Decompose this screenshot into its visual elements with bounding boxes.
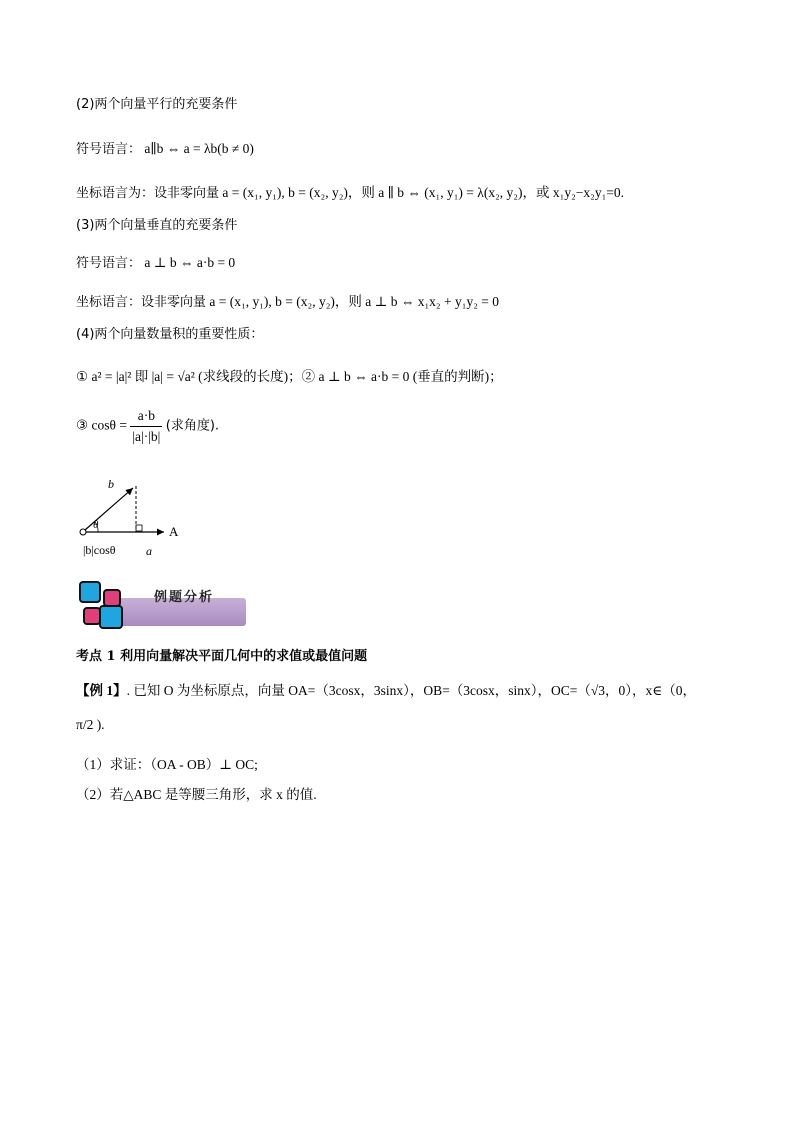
label-b: b xyxy=(108,477,114,491)
cos-numerator: a·b xyxy=(130,406,162,427)
parallel-symbol-prefix: 符号语言： xyxy=(76,142,142,157)
right-angle-mark xyxy=(136,525,142,531)
label-theta: θ xyxy=(93,519,99,531)
section-heading-parallel: (2)两个向量平行的充要条件 xyxy=(76,97,238,112)
example-text-1: . 已知 O 为坐标原点，向量 OA=（3cosx，3sinx），OB=（3cosx，sinx），OC=（√3，0），x∈（0， xyxy=(126,683,696,698)
cos-suffix: (求角度). xyxy=(165,418,220,434)
section-heading-properties: (4)两个向量数量积的重要性质： xyxy=(76,327,264,342)
perp-coord-expr: a = (x₁, y₁), b = (x₂, y₂)，则 a ⊥ b ⇔ x₁x₂ + y₁y₂ = 0 xyxy=(209,294,500,309)
example-analysis-banner xyxy=(76,580,248,636)
label-A: A xyxy=(169,524,179,539)
parallel-symbol-line xyxy=(76,140,254,159)
parallel-coord-expr: a = (x₁, y₁), b = (x₂, y₂)，则 a ∥ b ⇔ (x₁, y₁) = λ(x₂, y₂)，或 x₁y₂−x₂y₁=0. xyxy=(222,185,625,200)
label-proj: |b|cosθ xyxy=(83,543,116,557)
question-1: （1）求证：（OA - OB）⊥ OC; xyxy=(76,757,258,772)
projection-diagram xyxy=(76,462,196,562)
perp-coord-prefix: 坐标语言：设非零向量 xyxy=(76,295,207,310)
topic-heading: 考点 1 利用向量解决平面几何中的求值或最值问题 xyxy=(76,649,368,664)
example-line-2: π/2 ). xyxy=(76,717,105,732)
label-a: a xyxy=(146,544,152,558)
parallel-coord-line xyxy=(76,184,624,203)
parallel-coord-prefix: 坐标语言为：设非零向量 xyxy=(76,186,220,201)
property-item-1: ① a² = |a|² 即 |a| = √a² (求线段的长度)；② a ⊥ b ⇔ a·b = 0 (垂直的判断)； xyxy=(76,369,503,384)
perp-symbol-expr: a ⊥ b ⇔ a·b = 0 xyxy=(144,255,236,270)
banner-title: 例题分析 xyxy=(154,590,215,605)
property-item-3 xyxy=(76,406,219,447)
perp-coord-line xyxy=(76,293,499,312)
perp-symbol-line xyxy=(76,254,235,273)
cos-prefix: ③ cosθ = xyxy=(76,417,127,433)
banner-squares-icon xyxy=(76,580,132,636)
example-line-1 xyxy=(76,682,696,700)
example-tag: 【例 1】 xyxy=(76,683,127,698)
parallel-symbol-expr: a∥b ⇔ a = λb(b ≠ 0) xyxy=(144,141,254,156)
section-heading-perpendicular: (3)两个向量垂直的充要条件 xyxy=(76,218,238,233)
cos-denominator: |a|·|b| xyxy=(132,429,161,444)
cos-fraction xyxy=(130,406,162,447)
question-2: （2）若△ABC 是等腰三角形，求 x 的值. xyxy=(76,787,317,802)
perp-symbol-prefix: 符号语言： xyxy=(76,256,142,271)
